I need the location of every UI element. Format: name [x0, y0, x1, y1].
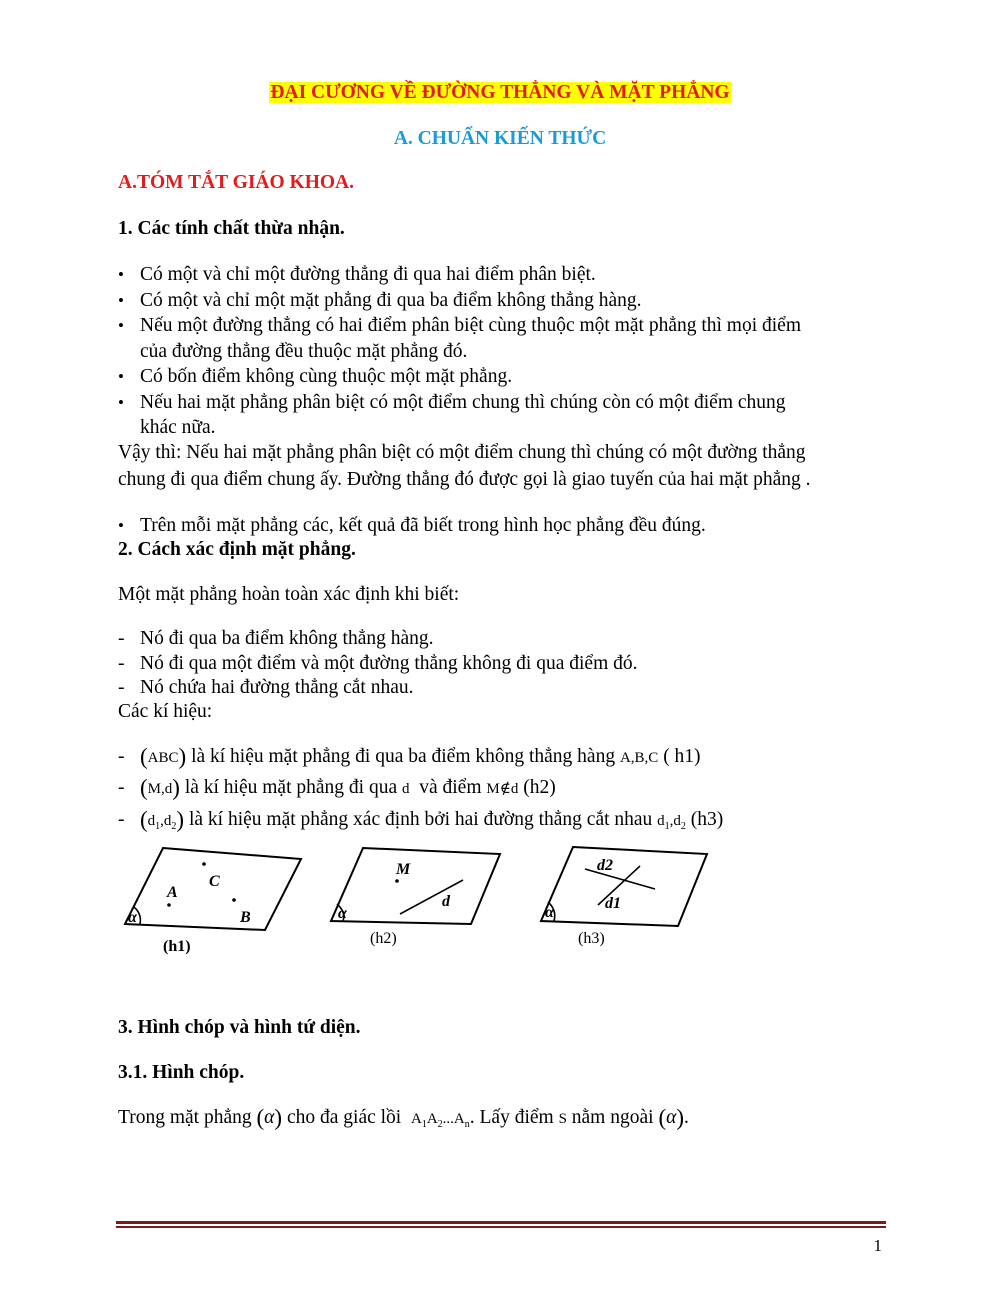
conclusion-line-1: Vậy thì: Nếu hai mặt phẳng phân biệt có một điểm chung thì chúng có một đường thẳng [118, 442, 806, 463]
point-a-label: A [167, 884, 178, 901]
plane-conditions-list [118, 627, 878, 701]
figure-h2 [325, 842, 510, 952]
s3-subheading: 3.1. Hình chóp. [118, 1062, 245, 1083]
list-item: • Có một và chỉ một đường thẳng đi qua hai điểm phân biệt. [118, 262, 878, 288]
list-item: - Nó đi qua ba điểm không thẳng hàng. [118, 627, 878, 652]
s2-heading: 2. Cách xác định mặt phẳng. [118, 539, 356, 560]
line-d2 [585, 869, 655, 889]
list-item: • Có bốn điểm không cùng thuộc một mặt phẳng. [118, 364, 878, 390]
figure-caption: (h2) [370, 930, 397, 947]
conclusion-line-2: chung đi qua điểm chung ấy. Đường thẳng đó được gọi là giao tuyến của hai mặt phẳng . [118, 469, 811, 490]
footer-rule [116, 1226, 886, 1228]
footer-rule [116, 1221, 886, 1224]
point-m-label: M [396, 861, 411, 878]
s2-intro: Một mặt phẳng hoàn toàn xác định khi biết: [118, 584, 460, 605]
point-b-label: B [240, 909, 251, 926]
plane-shape [541, 847, 707, 926]
list-item: • Trên mỗi mặt phẳng các, kết quả đã biết trong hình học phẳng đều đúng. [118, 513, 878, 539]
pyramid-intro: Trong mặt phẳng (α) cho đa giác lồi $A_1A_2...A_n$. Lấy điểm S nằm ngoài (α). [118, 1105, 689, 1130]
figure-h3 [535, 842, 715, 952]
line-d2-label: d2 [597, 857, 613, 874]
alpha-label: α [338, 905, 347, 922]
point-c-label: C [209, 873, 220, 890]
page-number: 1 [873, 1236, 882, 1255]
figure-caption: (h3) [578, 930, 605, 947]
s3-heading: 3. Hình chóp và hình tứ diện. [118, 1017, 361, 1038]
list-item: • Nếu một đường thẳng có hai điểm phân biệt cùng thuộc một mặt phẳng thì mọi điểm của đường thẳng đều thuộc mặt phẳng đó. [118, 313, 878, 364]
list-item: • Có một và chỉ một mặt phẳng đi qua ba điểm không thẳng hàng. [118, 288, 878, 314]
list-item: - Nó đi qua một điểm và một đường thẳng không đi qua điểm đó. [118, 652, 878, 677]
extra-bullet [118, 513, 878, 539]
document-title: ĐẠI CƯƠNG VỀ ĐƯỜNG THẲNG VÀ MẶT PHẲNG [270, 82, 730, 103]
line-d [400, 880, 463, 914]
point-dot [232, 898, 236, 902]
line-d1-label: d1 [605, 895, 621, 912]
list-item: • Nếu hai mặt phẳng phân biệt có một điểm chung thì chúng còn có một điểm chung khác nữa. [118, 390, 878, 441]
symbol-line-md: - (M,d) là kí hiệu mặt phẳng đi qua d và điểm M∉d (h2) [118, 775, 556, 800]
summary-heading: A.TÓM TẮT GIÁO KHOA. [118, 172, 355, 193]
axioms-list [118, 262, 878, 441]
line-d-label: d [442, 893, 450, 910]
section-subtitle: A. CHUẨN KIẾN THỨC [393, 128, 607, 149]
list-item: - Nó chứa hai đường thẳng cắt nhau. [118, 676, 878, 701]
plane-shape [331, 848, 500, 924]
point-dot [395, 879, 399, 883]
alpha-label: α [545, 904, 554, 921]
alpha-label: α [128, 909, 137, 926]
figure-h1 [118, 842, 308, 962]
symbols-label: Các kí hiệu: [118, 701, 213, 722]
figure-caption: (h1) [163, 938, 191, 955]
symbol-line-d1d2: - $(d_1,d_2)$ là kí hiệu mặt phẳng xác định bởi hai đường thẳng cắt nhau $d_1,d_2$ (h3) [118, 807, 724, 832]
point-dot [167, 903, 171, 907]
s1-heading: 1. Các tính chất thừa nhận. [118, 218, 345, 239]
symbol-line-abc: - (ABC) là kí hiệu mặt phẳng đi qua ba điểm không thẳng hàng A,B,C ( h1) [118, 744, 701, 769]
point-dot [202, 862, 206, 866]
